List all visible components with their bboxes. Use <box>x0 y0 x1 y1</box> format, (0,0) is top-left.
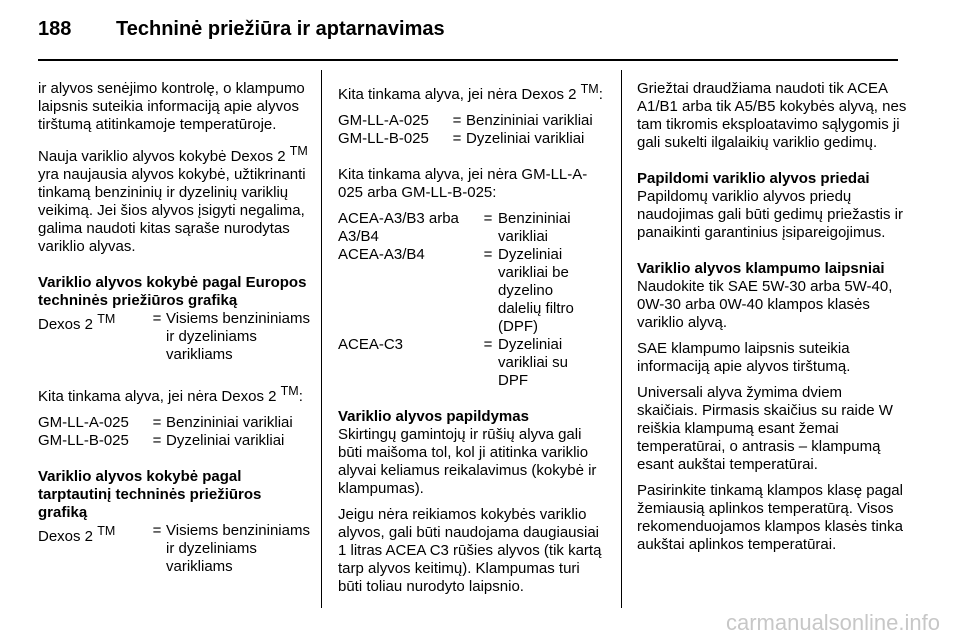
page-header <box>38 18 445 48</box>
paragraph: Naudokite tik SAE 5W-30 arba 5W-40, 0W-30 arba 0W-40 klampos klasės variklio alyvą. <box>637 278 893 331</box>
paragraph: Kita tinkama alyva, jei nėra Dexos 2 ™: <box>38 384 303 405</box>
paragraph: Jeigu nėra reikiamos kokybės variklio alyvos, gali būti naudojama daugiausiai 1 litras ACEA C3 rūšies alyvos (tik kartą tarp alyvos keitimų). Klampumas turi būti toliau nurodyto laipsnio. <box>338 506 602 595</box>
spec-table <box>38 522 310 576</box>
paragraph: SAE klampumo laipsnis suteikia informaciją apie alyvos tirštumą. <box>637 340 851 375</box>
section-heading: Variklio alyvos papildymas <box>338 408 529 425</box>
page-number: 188 <box>38 18 72 40</box>
paragraph: Universali alyva žymima dviem skaičiais. Pirmasis skaičius su raide W reiškia klampumą esant žemai temperatūrai, o antrasis – klampumą esant aukštai temperatūrai. <box>637 384 893 473</box>
paragraph: Kita tinkama alyva, jei nėra Dexos 2 ™: <box>338 82 603 103</box>
paragraph: Kita tinkama alyva, jei nėra GM-LL-A-025 arba GM-LL-B-025: <box>338 166 588 201</box>
paragraph: ir alyvos senėjimo kontrolę, o klampumo laipsnis suteikia informaciją apie alyvos tirštumą atitinkamoje temperatūroje. <box>38 80 305 133</box>
paragraph: Papildomų variklio alyvos priedų naudojimas gali būti gedimų priežastis ir panaikinti garantinius įsipareigojimus. <box>637 188 903 241</box>
table-row: ACEA-A3/B3 arba A3/B4 = Benzininiai varikliai <box>338 210 571 245</box>
paragraph: Griežtai draudžiama naudoti tik ACEA A1/B1 arba tik A5/B5 kokybės alyvą, nes tam tikromis eksploatavimo sąlygomis ji gali sukelti ilgalaikių variklio gedimų. <box>637 80 907 151</box>
table-row: Dexos 2 ™ = Visiems benzininiams ir dyzeliniams varikliams <box>38 310 310 363</box>
paragraph: Skirtingų gamintojų ir rūšių alyva gali būti maišoma tol, kol ji atitinka variklio alyvai keliamus reikalavimus (kokybė ir klampumas). <box>338 426 597 497</box>
table-row: GM-LL-A-025 = Benzininiai varikliai <box>338 112 593 129</box>
section-heading: Papildomi variklio alyvos priedai <box>637 170 870 187</box>
table-row: GM-LL-B-025 = Dyzeliniai varikliai <box>338 130 585 147</box>
page-title: Techninė priežiūra ir aptarnavimas <box>116 18 445 40</box>
header-rule <box>38 59 898 61</box>
table-row: GM-LL-B-025 = Dyzeliniai varikliai <box>38 432 285 449</box>
column-divider-1 <box>321 70 322 608</box>
spec-table <box>38 310 310 364</box>
table-row: ACEA-A3/B4 = Dyzeliniai varikliai be dyzelino dalelių filtro (DPF) <box>338 246 574 335</box>
spec-table <box>338 210 588 390</box>
table-row: ACEA-C3 = Dyzeliniai varikliai su DPF <box>338 336 569 389</box>
spec-table <box>38 414 293 450</box>
watermark: carmanualsonline.info <box>725 610 940 635</box>
column-3 <box>637 80 907 562</box>
paragraph: Pasirinkite tinkamą klampos klasę pagal žemiausią aplinkos temperatūrą. Visos rekomenduojamos klampos klasės tinka aukštai aplinkos temperatūrai. <box>637 482 903 553</box>
section-heading: Variklio alyvos kokybė pagal tarptautinį techninės priežiūros grafiką <box>38 468 262 521</box>
column-1 <box>38 80 310 576</box>
spec-table <box>338 112 593 148</box>
table-row: GM-LL-A-025 = Benzininiai varikliai <box>38 414 293 431</box>
section-heading: Variklio alyvos klampumo laipsniai <box>637 260 885 277</box>
paragraph: Nauja variklio alyvos kokybė Dexos 2 ™ yra naujausia alyvos kokybė, užtikrinanti tinkamą benzininių ir dyzelinių variklių veikimą. Jei šios alyvos įsigyti negalima, galima naudoti kitas sąraše nurodytas variklio alyvas. <box>38 144 308 255</box>
column-2 <box>338 80 608 604</box>
table-row: Dexos 2 ™ = Visiems benzininiams ir dyzeliniams varikliams <box>38 522 310 575</box>
section-heading: Variklio alyvos kokybė pagal Europos techninės priežiūros grafiką <box>38 274 307 309</box>
column-divider-2 <box>621 70 622 608</box>
